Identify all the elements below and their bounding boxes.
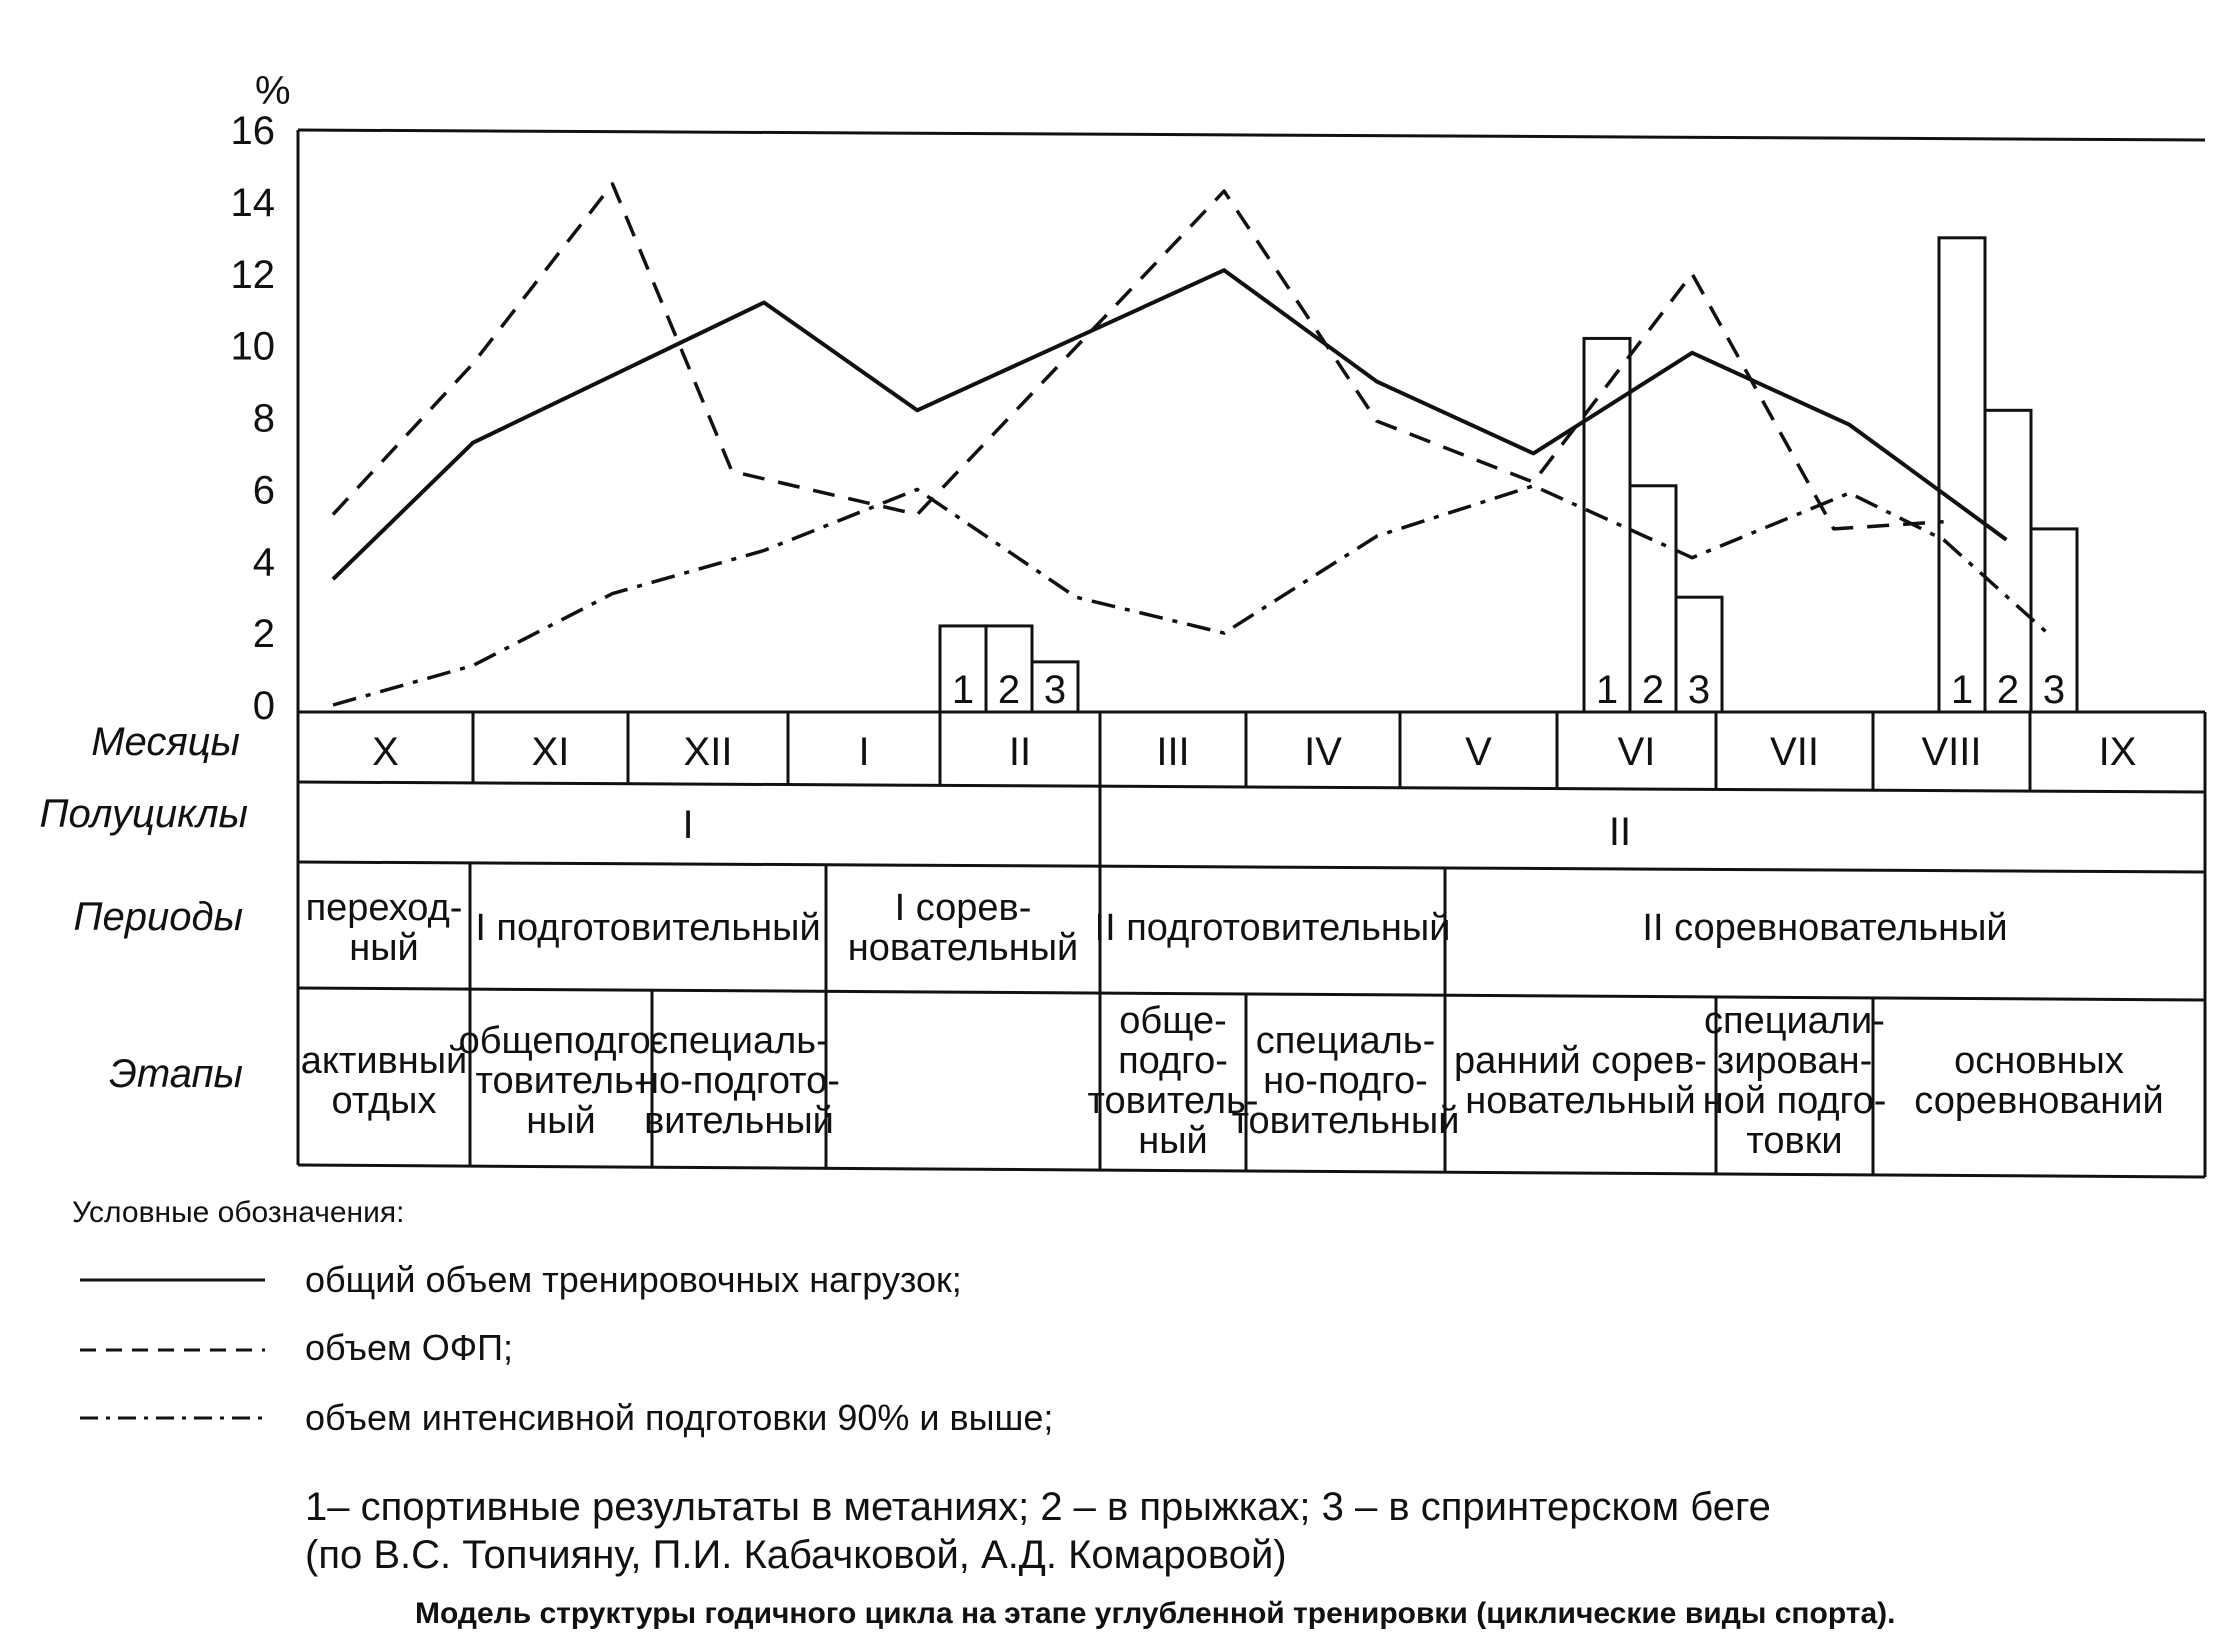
- stage-label: отдых: [331, 1080, 437, 1122]
- stage-label: активный: [300, 1040, 468, 1082]
- stage-label: товитель-: [475, 1060, 647, 1102]
- stage-label: товительный: [1231, 1100, 1460, 1142]
- y-tick-label: 4: [252, 540, 275, 585]
- halfcycle-2-label: II: [1608, 810, 1632, 854]
- stage-label: ной подго-: [1702, 1080, 1887, 1122]
- month-label: VI: [1617, 730, 1656, 774]
- y-tick-label: 0: [252, 684, 275, 728]
- month-label: XI: [531, 730, 570, 774]
- stage-label: соревнований: [1914, 1080, 2164, 1122]
- month-label: IV: [1304, 730, 1342, 774]
- period-label: ный: [349, 927, 419, 969]
- stage-label: вительный: [644, 1100, 834, 1142]
- stage-label: ный: [526, 1100, 596, 1142]
- bar-label: 1: [1595, 668, 1619, 712]
- month-label: IX: [2098, 730, 2137, 774]
- month-label: V: [1465, 730, 1492, 774]
- y-tick-label: 6: [252, 468, 275, 513]
- month-label: XII: [683, 730, 733, 774]
- y-tick-label: 10: [230, 324, 275, 369]
- stage-label: общеподго-: [458, 1020, 664, 1062]
- stage-label: новательный: [1465, 1080, 1696, 1122]
- y-unit-label: %: [255, 69, 291, 113]
- period-label: I сорев-: [894, 887, 1032, 929]
- figure-caption: Модель структуры годичного цикла на этапе углубленной тренировки (циклические виды спорта).: [415, 1597, 1896, 1630]
- y-tick-label: 14: [230, 180, 275, 225]
- bar-label: 1: [1950, 668, 1974, 712]
- month-label: III: [1156, 730, 1190, 774]
- y-tick-label: 2: [252, 612, 275, 657]
- row-label-periods: Периоды: [73, 895, 243, 939]
- row-label-stages: Этапы: [109, 1052, 243, 1096]
- result-bar: [1939, 238, 1985, 712]
- stage-label: ранний сорев-: [1454, 1040, 1707, 1082]
- stage-label: ный: [1138, 1120, 1208, 1162]
- legend-item-solid: общий объем тренировочных нагрузок;: [305, 1259, 962, 1300]
- month-label: X: [372, 730, 399, 774]
- row-label-halfcycles: Полуциклы: [39, 792, 248, 836]
- month-label: I: [858, 730, 870, 774]
- bar-label: 2: [1996, 668, 2020, 712]
- bar-label: 1: [951, 668, 975, 712]
- stage-label: специаль-: [1255, 1020, 1436, 1062]
- stage-label: специаль-: [649, 1020, 829, 1062]
- period-label: новательный: [847, 927, 1079, 969]
- stage-label: обще-: [1119, 1000, 1227, 1042]
- note-line-1: 1– спортивные результаты в метаниях; 2 – в прыжках; 3 – в спринтерском беге: [305, 1485, 1771, 1529]
- bar-label: 2: [997, 668, 1021, 712]
- stage-label: зирован-: [1716, 1040, 1873, 1082]
- period-label: II соревновательный: [1642, 907, 2008, 949]
- bar-label: 3: [1043, 668, 1067, 712]
- stage-label: основных: [1954, 1040, 2124, 1082]
- stage-label: товитель-: [1087, 1080, 1259, 1122]
- stage-label: но-подгото-: [638, 1060, 840, 1102]
- stage-label: но-подго-: [1263, 1060, 1428, 1102]
- month-label: II: [1008, 730, 1032, 774]
- stage-label: товки: [1746, 1120, 1843, 1162]
- stage-label: подго-: [1118, 1040, 1228, 1082]
- y-tick-label: 16: [230, 109, 275, 153]
- row-label-months: Месяцы: [91, 720, 240, 764]
- bar-label: 3: [1687, 668, 1711, 712]
- bar-label: 3: [2042, 668, 2066, 712]
- legend-item-dashdot: объем интенсивной подготовки 90% и выше;: [305, 1397, 1054, 1438]
- legend-item-dashed: объем ОФП;: [305, 1327, 513, 1368]
- halfcycle-1-label: I: [682, 803, 694, 847]
- month-label: VIII: [1921, 730, 1982, 774]
- period-label: II подготовительный: [1094, 907, 1451, 949]
- bar-label: 2: [1641, 668, 1665, 712]
- y-tick-label: 8: [252, 396, 275, 441]
- stage-label: специали-: [1704, 1000, 1885, 1042]
- period-label: I подготовительный: [475, 907, 821, 949]
- note-line-2: (по В.С. Топчияну, П.И. Кабачковой, А.Д. Комаровой): [305, 1533, 1287, 1577]
- y-tick-label: 12: [230, 252, 275, 297]
- result-bar: [1985, 410, 2031, 712]
- month-label: VII: [1770, 730, 1819, 774]
- period-label: переход-: [305, 887, 463, 929]
- legend-title: Условные обозначения:: [72, 1196, 405, 1229]
